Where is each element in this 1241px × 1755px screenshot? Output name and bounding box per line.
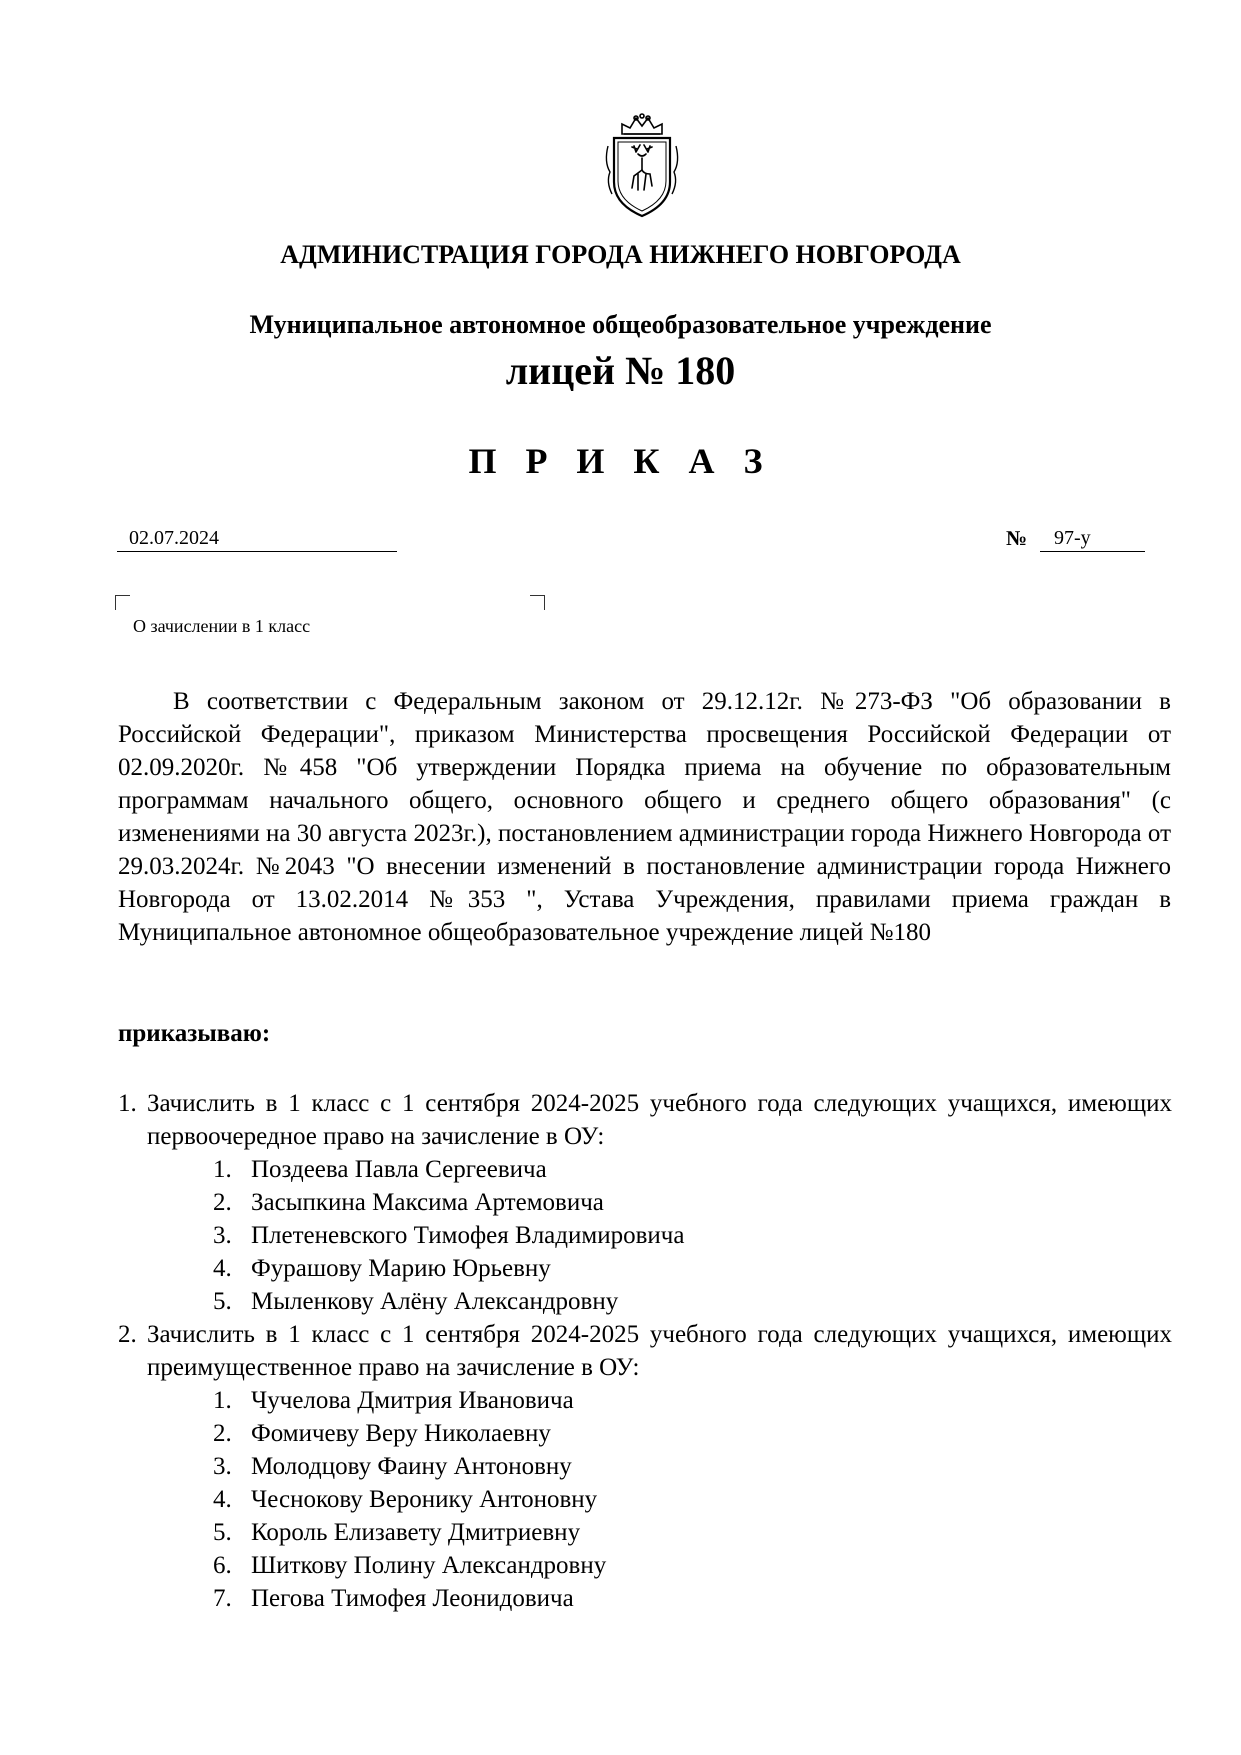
item-number: 2.: [118, 1321, 137, 1348]
student-number: 3.: [213, 1222, 232, 1249]
student-number: 5.: [213, 1519, 232, 1546]
subject-corner-left: [115, 595, 130, 610]
order-subject: О зачислении в 1 класс: [133, 616, 311, 636]
student-name: Фурашову Марию Юрьевну: [251, 1255, 551, 1282]
preamble-paragraph: В соответствии с Федеральным законом от 29.12.12г. №273-ФЗ "Об образовании в Российской Федерации", приказом Министерства просвещения Российской Федерации от 02.09.2020г. №458 "Об утверждении Порядка приема на обучение по образовательным программам начального общего, основного общего и среднего общего образования" (с изменениями на 30 августа 2023г.), постановлением администрации города Нижнего Новгорода от 29.03.2024г. №2043 "О внесении изменений в постановление администрации города Нижнего Новгорода от 13.02.2014 №353 ", Устава Учреждения, правилами приема граждан в Муниципальное автономное общеобразовательное учреждение лицей №180: [118, 688, 1171, 946]
order-number: 97-у: [1054, 527, 1091, 549]
item-text: Зачислить в 1 класс с 1 сентября 2024-2025 учебного года следующих учащихся, имеющих преимущественное право на зачисление в ОУ:: [147, 1321, 1172, 1381]
organization-name: Муниципальное автономное общеобразовательное учреждение: [249, 310, 992, 339]
student-name: Чеснокову Веронику Антоновну: [251, 1486, 598, 1513]
student-name: Мыленкову Алёну Александровну: [251, 1288, 619, 1315]
order-word: приказываю:: [118, 1020, 271, 1047]
student-name: Король Елизавету Дмитриевну: [251, 1519, 581, 1546]
student-number: 2.: [213, 1420, 232, 1447]
order-number-label: №: [1006, 526, 1028, 550]
student-name: Чучелова Дмитрия Ивановича: [251, 1387, 574, 1414]
document-type-title: П Р И К А З: [468, 441, 773, 481]
student-number: 3.: [213, 1453, 232, 1480]
student-number: 4.: [213, 1255, 232, 1282]
student-number: 4.: [213, 1486, 232, 1513]
student-number: 5.: [213, 1288, 232, 1315]
order-number-field: [1040, 525, 1145, 552]
student-number: 6.: [213, 1552, 232, 1579]
subject-corner-right: [530, 595, 545, 610]
organization-number: лицей № 180: [505, 348, 736, 393]
student-name: Плетеневского Тимофея Владимировича: [251, 1222, 685, 1249]
student-name: Молодцову Фаину Антоновну: [251, 1453, 572, 1480]
order-date-field: [117, 525, 397, 552]
administration-title: АДМИНИСТРАЦИЯ ГОРОДА НИЖНЕГО НОВГОРОДА: [280, 240, 961, 269]
item-text: Зачислить в 1 класс с 1 сентября 2024-2025 учебного года следующих учащихся, имеющих первоочередное право на зачисление в ОУ:: [147, 1090, 1172, 1150]
coat-of-arms-emblem: [600, 112, 684, 222]
student-number: 1.: [213, 1387, 232, 1414]
student-name: Фомичеву Веру Николаевну: [251, 1420, 551, 1447]
student-name: Поздеева Павла Сергеевича: [251, 1156, 547, 1183]
student-number: 1.: [213, 1156, 232, 1183]
item-number: 1.: [118, 1090, 137, 1117]
student-number: 7.: [213, 1585, 232, 1612]
student-name: Засыпкина Максима Артемовича: [251, 1189, 604, 1216]
student-name: Шиткову Полину Александровну: [251, 1552, 607, 1579]
student-name: Пегова Тимофея Леонидовича: [251, 1585, 574, 1612]
student-number: 2.: [213, 1189, 232, 1216]
order-date: 02.07.2024: [129, 527, 219, 549]
